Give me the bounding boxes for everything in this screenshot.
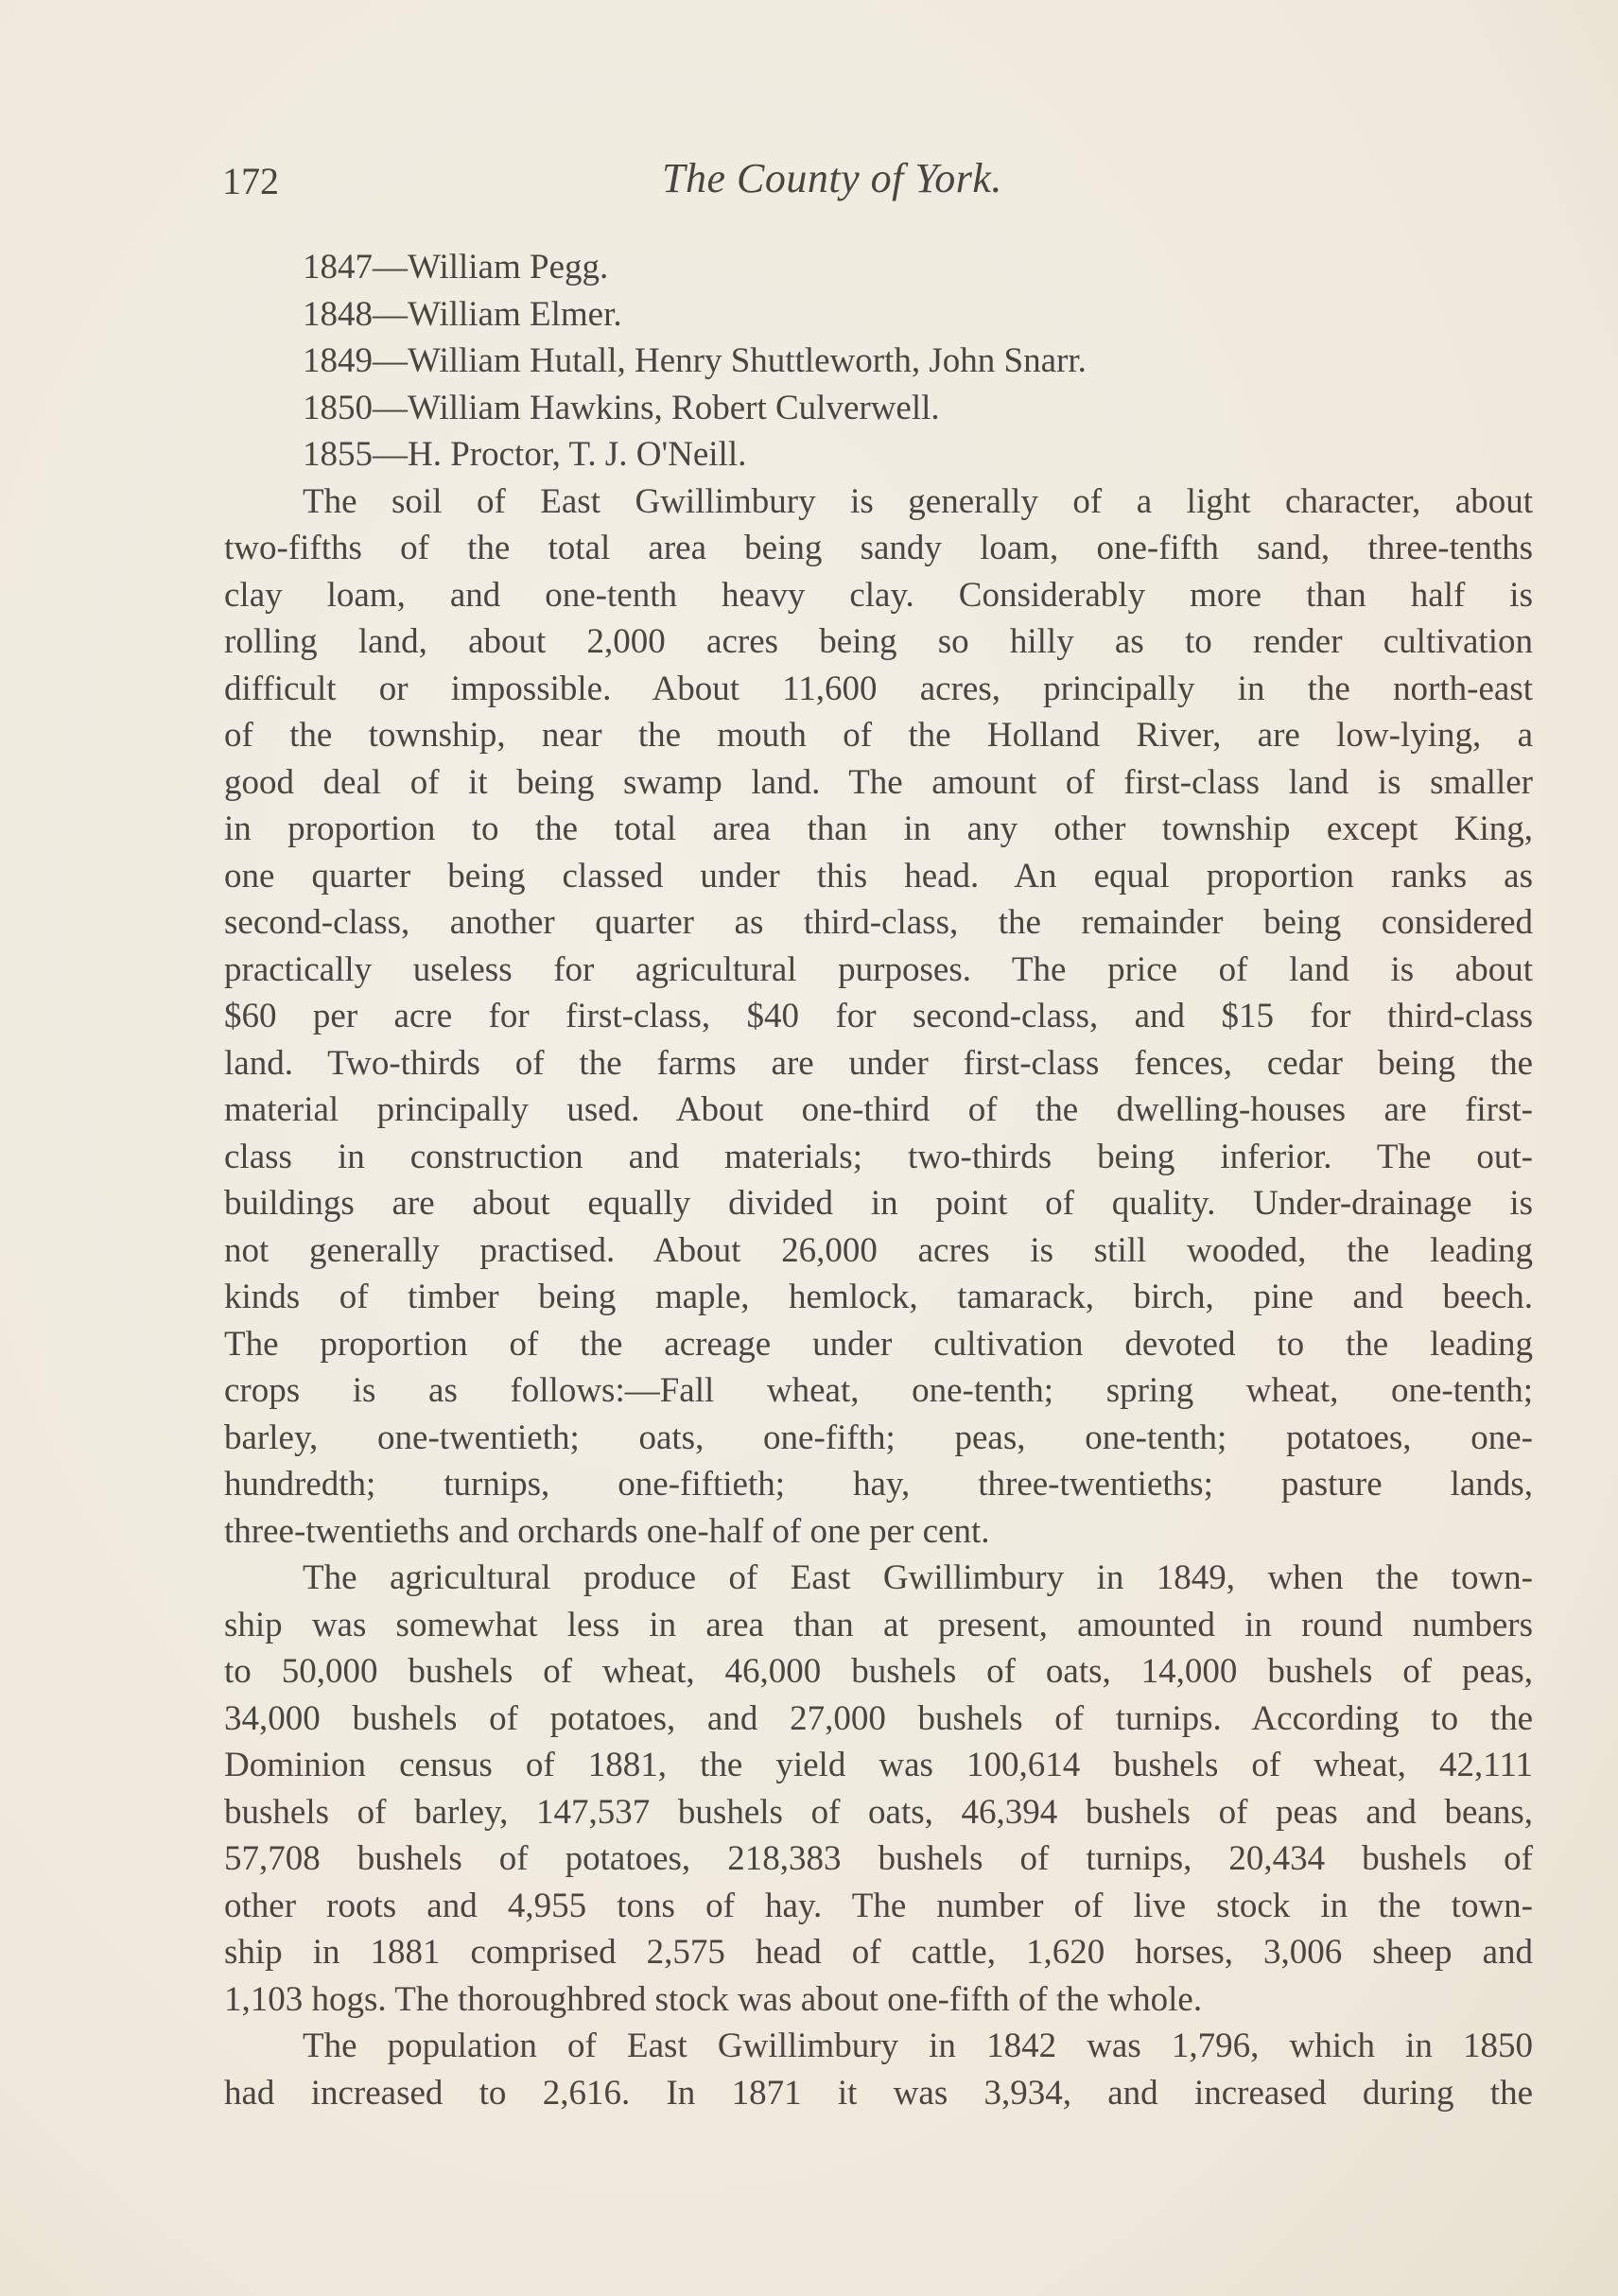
page-number: 172 <box>222 160 279 202</box>
text-line: difficult or impossible. About 11,600 acres, principally in the north-east <box>224 669 1533 708</box>
text-line: The proportion of the acreage under cultivation devoted to the leading <box>224 1324 1533 1364</box>
text-line: of the township, near the mouth of the Holland River, are low-lying, a <box>224 716 1533 755</box>
list-entry: 1855—H. Proctor, T. J. O'Neill. <box>303 435 747 474</box>
running-title: The County of York. <box>662 155 1002 201</box>
paragraph <box>224 2023 1533 2116</box>
text-line: hundredth; turnips, one-fiftieth; hay, three-twentieths; pasture lands, <box>224 1465 1533 1504</box>
text-line: to 50,000 bushels of wheat, 46,000 bushels of oats, 14,000 bushels of peas, <box>224 1652 1533 1691</box>
text-line: barley, one-twentieth; oats, one-fifth; peas, one-tenth; potatoes, one- <box>224 1418 1533 1457</box>
text-line: 57,708 bushels of potatoes, 218,383 bushels of turnips, 20,434 bushels of <box>224 1839 1533 1878</box>
text-line: material principally used. About one-third of the dwelling-houses are first- <box>224 1090 1533 1129</box>
text-line: crops is as follows:—Fall wheat, one-tenth; spring wheat, one-tenth; <box>224 1371 1533 1410</box>
text-line: The population of East Gwillimbury in 1842 was 1,796, which in 1850 <box>303 2026 1533 2065</box>
text-line: clay loam, and one-tenth heavy clay. Considerably more than half is <box>224 575 1533 615</box>
page-body <box>224 244 1533 2116</box>
text-line: rolling land, about 2,000 acres being so hilly as to render cultivation <box>224 622 1533 661</box>
paragraph <box>224 478 1533 1556</box>
text-line: in proportion to the total area than in any other township except King, <box>224 809 1533 848</box>
text-line: practically useless for agricultural purposes. The price of land is about <box>224 949 1533 989</box>
text-line: ship in 1881 comprised 2,575 head of cattle, 1,620 horses, 3,006 sheep and <box>224 1933 1533 1972</box>
text-line: other roots and 4,955 tons of hay. The number of live stock in the town- <box>224 1886 1533 1925</box>
text-line: The soil of East Gwillimbury is generally of a light character, about <box>303 481 1533 521</box>
text-line: ship was somewhat less in area than at present, amounted in round numbers <box>224 1605 1533 1644</box>
text-line: good deal of it being swamp land. The amount of first-class land is smaller <box>224 762 1533 802</box>
text-line: three-twentieths and orchards one-half of one per cent. <box>224 1511 990 1551</box>
list-entry: 1850—William Hawkins, Robert Culverwell. <box>303 388 940 427</box>
text-line: kinds of timber being maple, hemlock, tamarack, birch, pine and beech. <box>224 1278 1533 1316</box>
text-line: second-class, another quarter as third-class, the remainder being considered <box>224 903 1533 942</box>
paragraph <box>224 1555 1533 2023</box>
text-line: 1,103 hogs. The thoroughbred stock was about one-fifth of the whole. <box>224 1979 1203 2019</box>
text-line: bushels of barley, 147,537 bushels of oats, 46,394 bushels of peas and beans, <box>224 1792 1533 1832</box>
text-line: 34,000 bushels of potatoes, and 27,000 bushels of turnips. According to the <box>224 1698 1533 1738</box>
text-line: Dominion census of 1881, the yield was 100,614 bushels of wheat, 42,111 <box>224 1746 1533 1784</box>
list-entry: 1849—William Hutall, Henry Shuttleworth, John Snarr. <box>303 341 1087 380</box>
list-entry: 1847—William Pegg. <box>303 248 609 287</box>
text-line: The agricultural produce of East Gwillimbury in 1849, when the town- <box>303 1558 1533 1597</box>
text-line: two-fifths of the total area being sandy loam, one-fifth sand, three-tenths <box>224 529 1533 567</box>
list-entry: 1848—William Elmer. <box>303 294 622 334</box>
text-line: not generally practised. About 26,000 acres is still wooded, the leading <box>224 1230 1533 1270</box>
text-line: had increased to 2,616. In 1871 it was 3,934, and increased during the <box>224 2073 1533 2113</box>
text-line: class in construction and materials; two-thirds being inferior. The out- <box>224 1137 1533 1176</box>
text-line: land. Two-thirds of the farms are under first-class fences, cedar being the <box>224 1043 1533 1083</box>
text-line: one quarter being classed under this head. An equal proportion ranks as <box>224 856 1533 896</box>
text-line: buildings are about equally divided in point of quality. Under-drainage is <box>224 1184 1533 1223</box>
text-line: $60 per acre for first-class, $40 for second-class, and $15 for third-class <box>224 997 1533 1035</box>
